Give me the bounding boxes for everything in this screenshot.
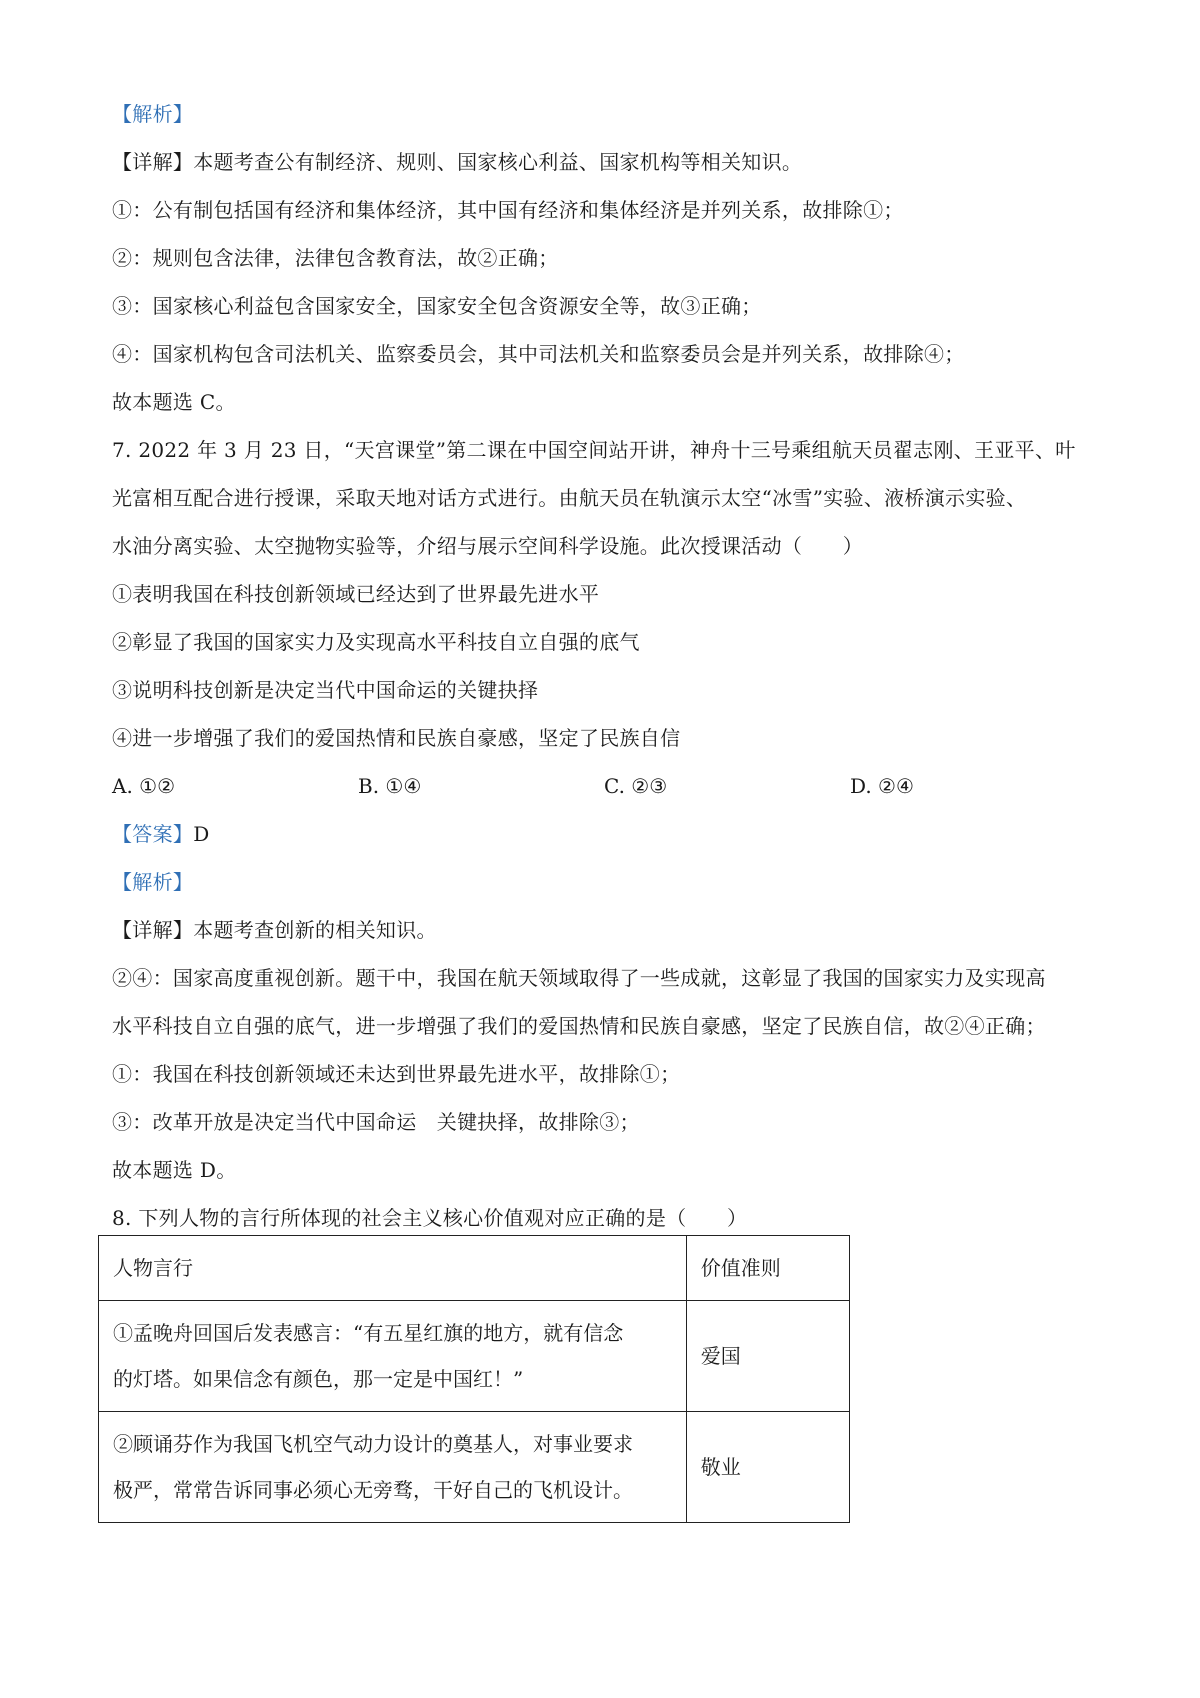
- table-cell-line: ①孟晚舟回国后发表感言：“有五星红旗的地方，就有信念: [113, 1321, 624, 1345]
- values-table: [98, 1235, 850, 1523]
- q7-statement: ④进一步增强了我们的爱国热情和民族自豪感，坚定了民族自信: [112, 726, 681, 750]
- q7-conclusion: 故本题选 D。: [112, 1158, 237, 1182]
- table-cell-line: ②顾诵芬作为我国飞机空气动力设计的奠基人，对事业要求: [113, 1432, 633, 1456]
- table-cell-line: 的灯塔。如果信念有颜色，那一定是中国红！”: [113, 1367, 524, 1391]
- q6-analysis-label: 【解析】: [112, 102, 194, 126]
- q6-detail: 【详解】本题考查公有制经济、规则、国家核心利益、国家机构等相关知识。: [112, 150, 803, 174]
- table-header-row: [99, 1236, 850, 1301]
- table-header-value: 价值准则: [686, 1236, 849, 1301]
- q7-detail: 【详解】本题考查创新的相关知识。: [112, 918, 437, 942]
- q7-stem-line: 水油分离实验、太空抛物实验等，介绍与展示空间科学设施。此次授课活动（ ）: [112, 534, 864, 558]
- table-header-deed: 人物言行: [99, 1236, 687, 1301]
- q7-statement: ①表明我国在科技创新领域已经达到了世界最先进水平: [112, 582, 600, 606]
- q7-answer-value: D: [193, 822, 210, 846]
- q7-option-c: C. ②③: [604, 774, 668, 798]
- q7-statement: ③说明科技创新是决定当代中国命运的关键抉择: [112, 678, 539, 702]
- q7-stem-line: 7. 2022 年 3 月 23 日，“天宫课堂”第二课在中国空间站开讲，神舟十三号乘组航天员翟志刚、王亚平、叶: [112, 438, 1076, 462]
- q6-conclusion: 故本题选 C。: [112, 390, 236, 414]
- q6-explanation-line: ①：公有制包括国有经济和集体经济，其中国有经济和集体经济是并列关系，故排除①；: [112, 198, 904, 222]
- q7-option-a: A. ①②: [112, 774, 176, 798]
- q7-explanation-line: ①：我国在科技创新领域还未达到世界最先进水平，故排除①；: [112, 1062, 681, 1086]
- q7-answer: [112, 820, 210, 848]
- table-row: [99, 1301, 850, 1412]
- q7-option-d: D. ②④: [850, 774, 914, 798]
- q7-stem-line: 光富相互配合进行授课，采取天地对话方式进行。由航天员在轨演示太空“冰雪”实验、液桥演示实验、: [112, 486, 1027, 510]
- q6-explanation-line: ③：国家核心利益包含国家安全，国家安全包含资源安全等，故③正确；: [112, 294, 762, 318]
- q6-explanation-line: ④：国家机构包含司法机关、监察委员会，其中司法机关和监察委员会是并列关系，故排除④；: [112, 342, 965, 366]
- q7-explanation-line: ②④：国家高度重视创新。题干中，我国在航天领域取得了一些成就，这彰显了我国的国家实力及实现高: [112, 966, 1046, 990]
- q7-option-b: B. ①④: [358, 774, 422, 798]
- q7-explanation-line: ③：改革开放是决定当代中国命运 关键抉择，故排除③；: [112, 1110, 640, 1134]
- q8-stem: 8. 下列人物的言行所体现的社会主义核心价值观对应正确的是（ ）: [112, 1206, 748, 1230]
- q7-statement: ②彰显了我国的国家实力及实现高水平科技自立自强的底气: [112, 630, 640, 654]
- q7-analysis-label: 【解析】: [112, 870, 194, 894]
- table-cell-value: 爱国: [686, 1301, 849, 1412]
- table-row: [99, 1412, 850, 1523]
- q6-explanation-line: ②：规则包含法律，法律包含教育法，故②正确；: [112, 246, 559, 270]
- table-cell-line: 极严，常常告诉同事必须心无旁骛，干好自己的飞机设计。: [113, 1478, 633, 1502]
- table-cell-value: 敬业: [686, 1412, 849, 1523]
- q7-answer-label: 【答案】: [112, 822, 194, 846]
- table-cell-deed: [99, 1301, 687, 1412]
- q7-explanation-line: 水平科技自立自强的底气，进一步增强了我们的爱国热情和民族自豪感，坚定了民族自信，故②④正确；: [112, 1014, 1046, 1038]
- table-cell-deed: [99, 1412, 687, 1523]
